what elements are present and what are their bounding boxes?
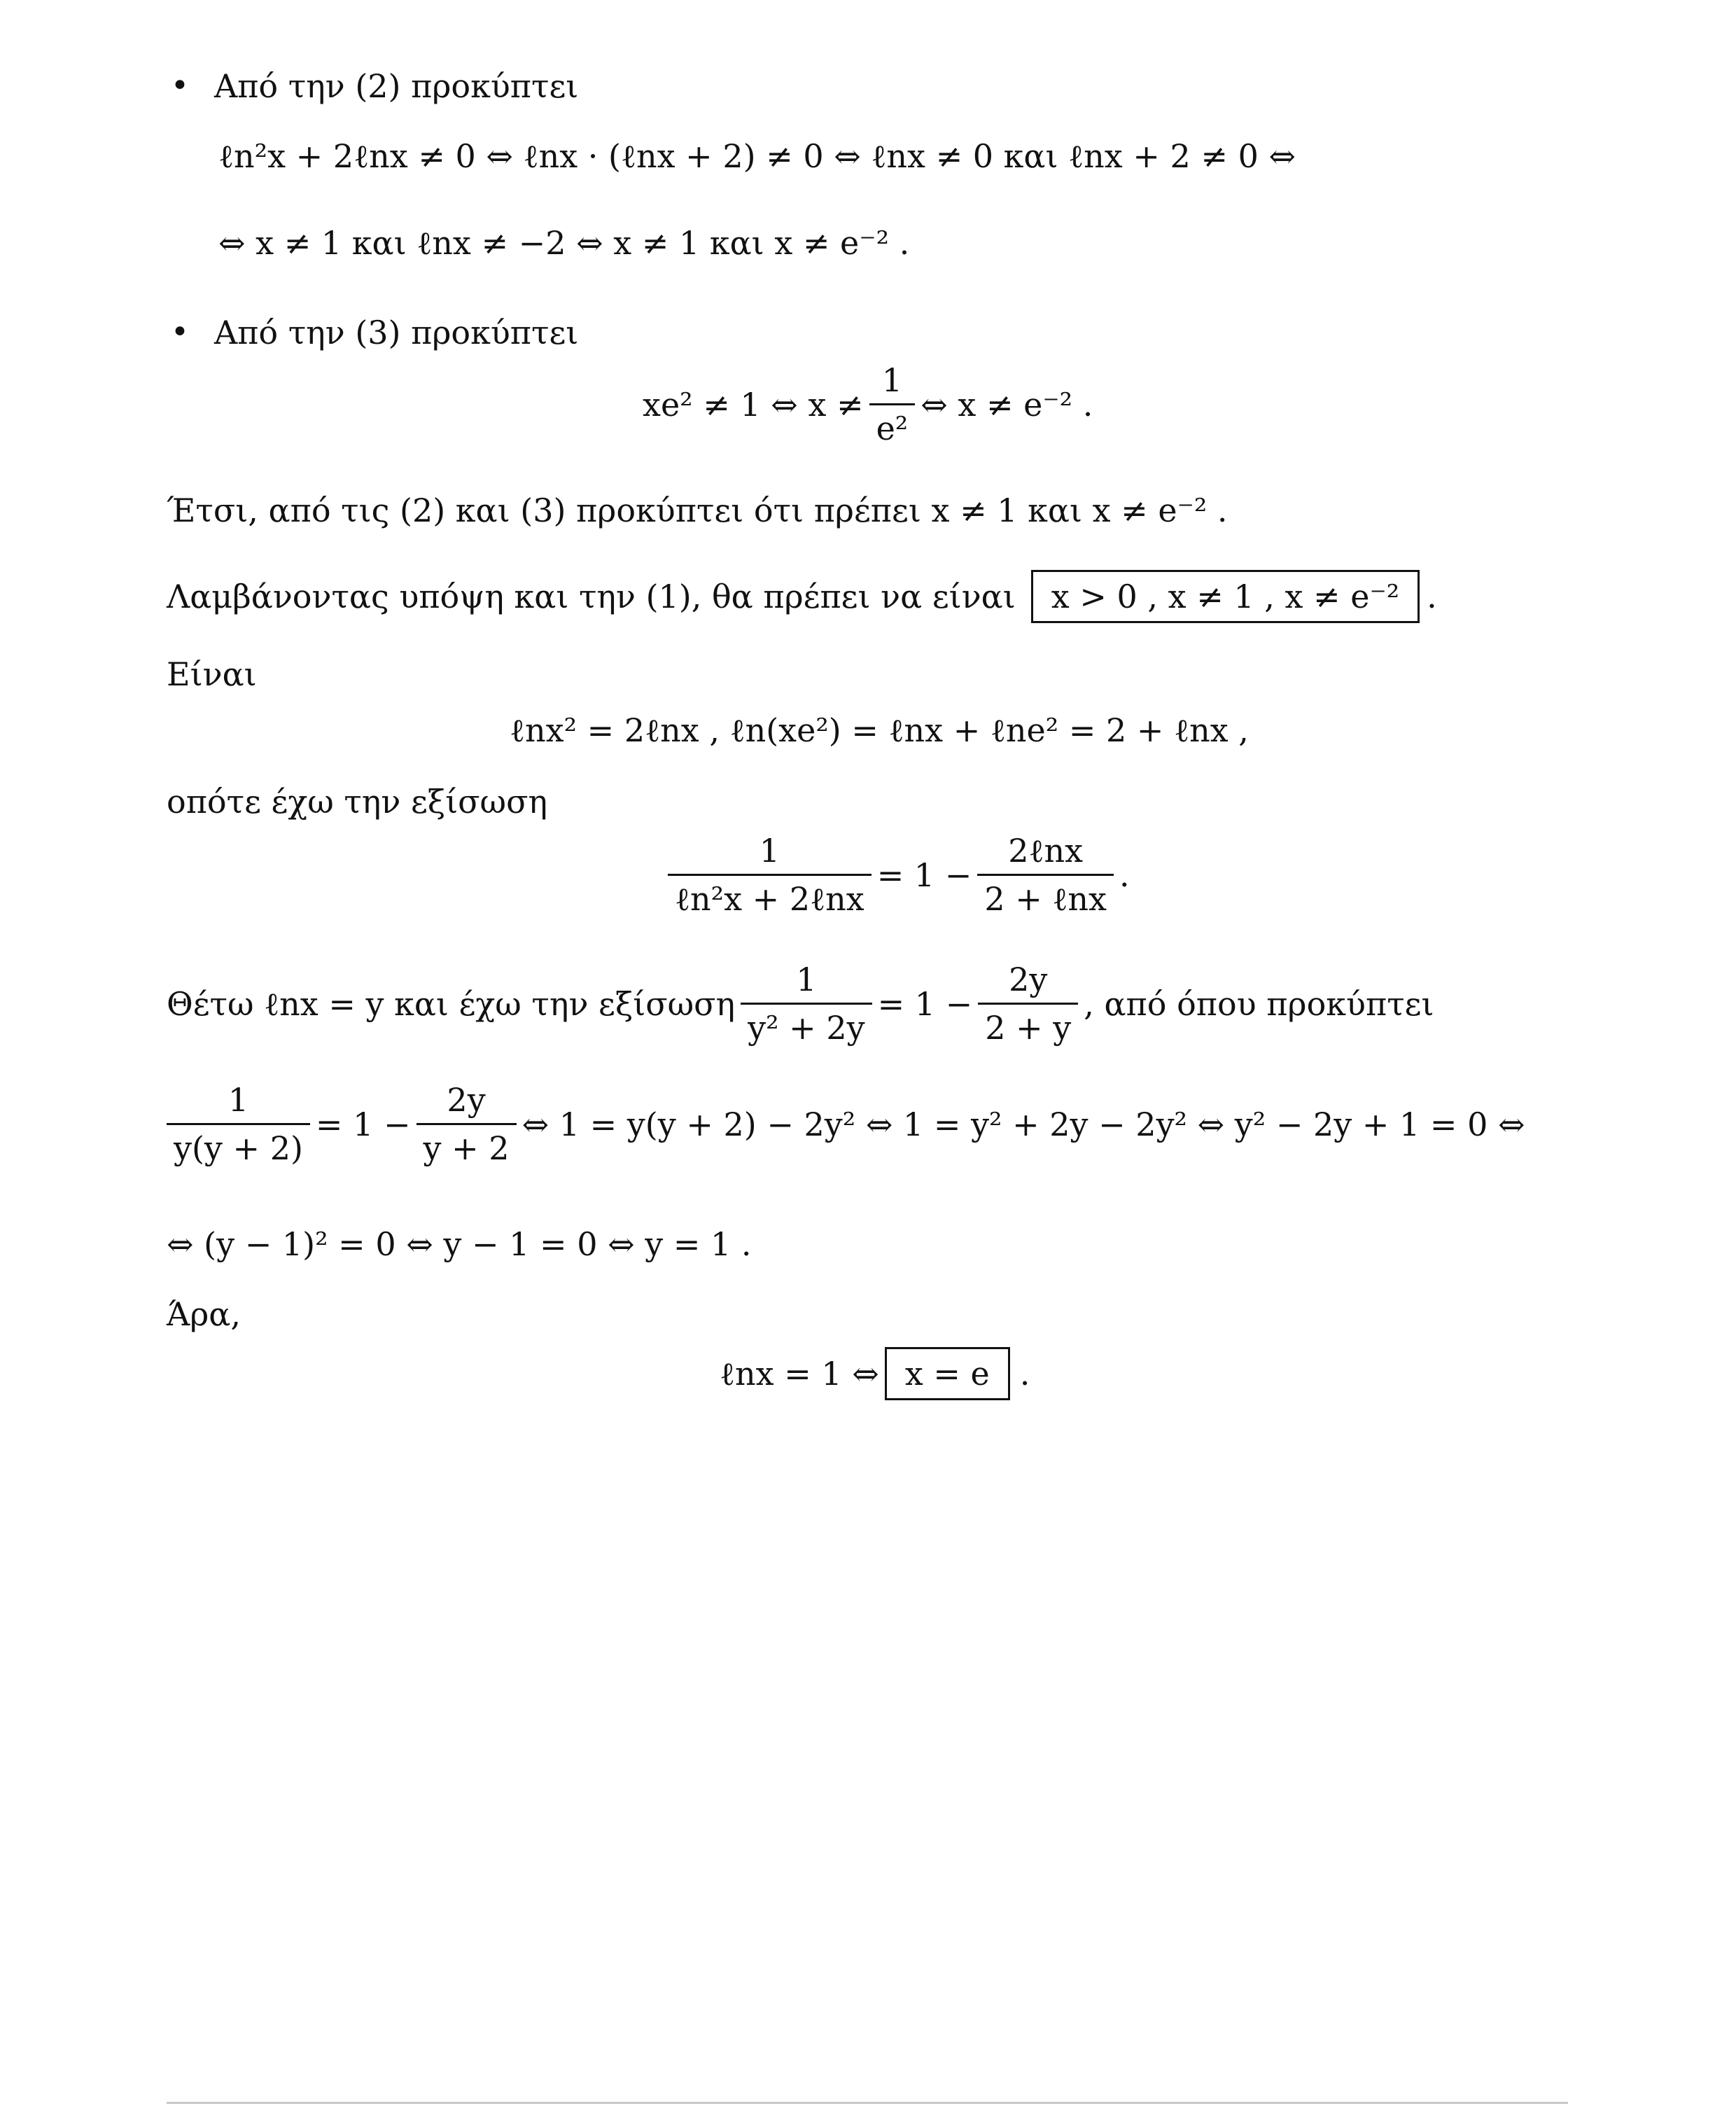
fraction	[668, 832, 872, 918]
period: .	[1119, 856, 1130, 894]
boxed-answer: x = e	[885, 1347, 1010, 1400]
equation-logarithms: ℓnx² = 2ℓnx , ℓn(xe²) = ℓnx + ℓne² = 2 + ℓnx ,	[510, 711, 1249, 749]
boxed-domain: x > 0 , x ≠ 1 , x ≠ e⁻²	[1031, 570, 1420, 623]
fraction-denominator: e²	[869, 403, 916, 445]
fraction-numerator: 1	[881, 361, 903, 399]
item3-intro: Από την (3) προκύπτει	[214, 314, 579, 351]
fraction	[869, 361, 916, 447]
equation-y-rest: ⇔ 1 = y(y + 2) − 2y² ⇔ 1 = y² + 2y − 2y² ⇔ y² − 2y + 1 = 0 ⇔	[522, 1105, 1525, 1143]
fraction-denominator: 2 + ℓnx	[977, 874, 1114, 915]
paragraph-lamvanontas-text: Λαμβάνοντας υπόψη και την (1), θα πρέπει να είναι	[167, 578, 1016, 615]
fraction-denominator: y² + 2y	[741, 1003, 872, 1044]
fraction-numerator: 2y	[1009, 961, 1048, 998]
paragraph-einai: Είναι	[167, 655, 257, 693]
fraction-numerator: 2y	[447, 1081, 486, 1119]
fraction	[978, 961, 1078, 1047]
fraction-denominator: ℓn²x + 2ℓnx	[668, 874, 872, 915]
fraction	[977, 832, 1114, 918]
fraction	[416, 1081, 517, 1167]
item2-equation-line2: ⇔ x ≠ 1 και ℓnx ≠ −2 ⇔ x ≠ 1 και x ≠ e⁻² .	[218, 224, 910, 262]
period: .	[1019, 1355, 1030, 1393]
paragraph-lamvanontas	[167, 570, 1437, 623]
item2-equation-line1: ℓn²x + 2ℓnx ≠ 0 ⇔ ℓnx · (ℓnx + 2) ≠ 0 ⇔ ℓnx ≠ 0 και ℓnx + 2 ≠ 0 ⇔	[218, 137, 1296, 175]
item3-eq-left: xe² ≠ 1 ⇔ x ≠	[643, 385, 864, 424]
equation-y-solution: ⇔ (y − 1)² = 0 ⇔ y − 1 = 0 ⇔ y = 1 .	[167, 1225, 752, 1263]
fraction-denominator: y(y + 2)	[167, 1123, 310, 1164]
final-equation-left: ℓnx = 1 ⇔	[720, 1355, 879, 1393]
final-equation	[720, 1347, 1030, 1400]
paragraph-ara: Άρα,	[167, 1295, 241, 1333]
fraction-numerator: 1	[227, 1081, 249, 1119]
item2-intro: Από την (2) προκύπτει	[214, 67, 579, 105]
bullet-marker: •	[171, 68, 189, 104]
equals-one-minus: = 1 −	[877, 984, 973, 1023]
fraction-denominator: y + 2	[416, 1123, 517, 1164]
footer-divider	[167, 2102, 1568, 2104]
fraction-numerator: 2ℓnx	[1008, 832, 1084, 870]
item3-equation	[643, 361, 1093, 447]
paragraph-etsi: Έτσι, από τις (2) και (3) προκύπτει ότι πρέπει x ≠ 1 και x ≠ e⁻² .	[167, 491, 1228, 529]
equals-one-minus: = 1 −	[876, 856, 972, 894]
main-equation	[662, 832, 1130, 918]
equals-one-minus: = 1 −	[315, 1105, 411, 1143]
fraction	[167, 1081, 310, 1167]
fraction-numerator: 1	[759, 832, 780, 870]
paragraph-theto-end: , από όπου προκύπτει	[1084, 984, 1434, 1023]
bullet-marker: •	[171, 314, 189, 350]
paragraph-theto	[167, 961, 1434, 1047]
paragraph-theto-text: Θέτω ℓnx = y και έχω την εξίσωση	[167, 984, 736, 1023]
equation-y	[167, 1081, 1525, 1167]
item3-eq-right: ⇔ x ≠ e⁻² .	[920, 385, 1093, 424]
bullet-item-2	[171, 67, 579, 105]
fraction-numerator: 1	[796, 961, 817, 998]
fraction-denominator: 2 + y	[978, 1003, 1078, 1044]
fraction	[741, 961, 872, 1047]
paragraph-opote: οπότε έχω την εξίσωση	[167, 783, 548, 821]
bullet-item-3	[171, 316, 578, 349]
period: .	[1427, 578, 1437, 615]
